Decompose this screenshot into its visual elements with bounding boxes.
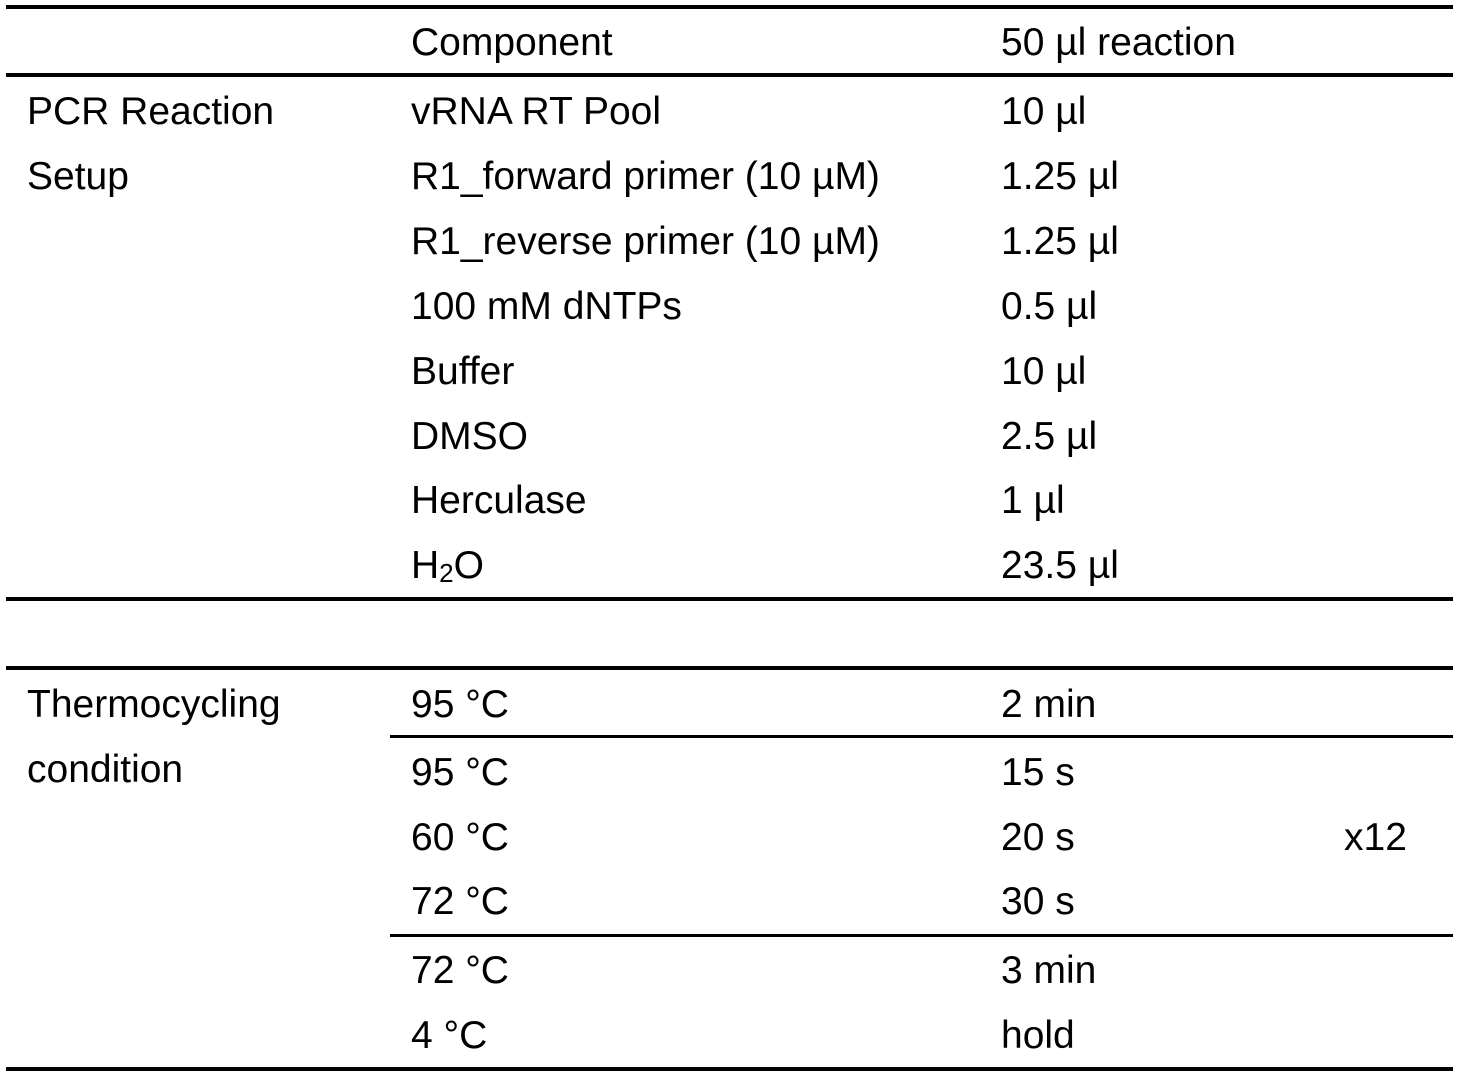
table1-row-component: 100 mM dNTPs	[411, 285, 682, 328]
table2-section-label-line2: condition	[27, 748, 184, 791]
table2-row-temp: 4 °C	[411, 1014, 488, 1057]
table2-row-time: hold	[1001, 1014, 1075, 1057]
table2-cycle-count: x12	[1344, 816, 1407, 859]
table2-row-time: 15 s	[1001, 751, 1075, 794]
table1-row-volume: 10 µl	[1001, 90, 1087, 133]
table2-row-temp: 95 °C	[411, 683, 509, 726]
table1-row-component: Buffer	[411, 350, 515, 393]
table1-row-component: vRNA RT Pool	[411, 90, 661, 133]
table2-section-label-line1: Thermocycling	[27, 683, 281, 726]
table1-row-volume: 0.5 µl	[1001, 285, 1098, 328]
table2-cycle-end-rule	[390, 934, 1453, 937]
table2-row-time: 3 min	[1001, 949, 1097, 992]
table1-row-volume: 1.25 µl	[1001, 155, 1119, 198]
table1-row-volume: 23.5 µl	[1001, 544, 1119, 587]
table1-section-label-line1: PCR Reaction	[27, 90, 275, 133]
table1-row-volume: 1 µl	[1001, 479, 1065, 522]
table1-row-component: DMSO	[411, 415, 528, 458]
table1-row-component: R1_forward primer (10 µM)	[411, 155, 880, 198]
table2-row-time: 30 s	[1001, 880, 1075, 923]
table1-row-component: Herculase	[411, 479, 587, 522]
table1-top-rule	[6, 5, 1453, 9]
table2-top-rule	[6, 666, 1453, 670]
table2-row-temp: 72 °C	[411, 880, 509, 923]
water-formula-tail: O	[453, 544, 484, 587]
table2-row-time: 2 min	[1001, 683, 1097, 726]
table2-row-time: 20 s	[1001, 816, 1075, 859]
water-formula-subscript: 2	[439, 558, 454, 588]
table1-header-volume: 50 µl reaction	[1001, 21, 1236, 64]
water-formula-base: H	[411, 544, 440, 587]
table1-header-rule	[6, 73, 1453, 77]
table1-section-label-line2: Setup	[27, 155, 129, 198]
table2-row-temp: 60 °C	[411, 816, 509, 859]
table1-row-volume: 10 µl	[1001, 350, 1087, 393]
table2-row-temp: 95 °C	[411, 751, 509, 794]
table1-row-component-water	[411, 543, 484, 589]
table2-row-temp: 72 °C	[411, 949, 509, 992]
table1-row-volume: 1.25 µl	[1001, 220, 1119, 263]
table1-row-component: R1_reverse primer (10 µM)	[411, 220, 880, 263]
table2-bottom-rule	[6, 1067, 1453, 1071]
table1-row-volume: 2.5 µl	[1001, 415, 1098, 458]
table1-bottom-rule	[6, 597, 1453, 601]
table1-header-component: Component	[411, 21, 613, 64]
table2-cycle-start-rule	[390, 735, 1453, 738]
